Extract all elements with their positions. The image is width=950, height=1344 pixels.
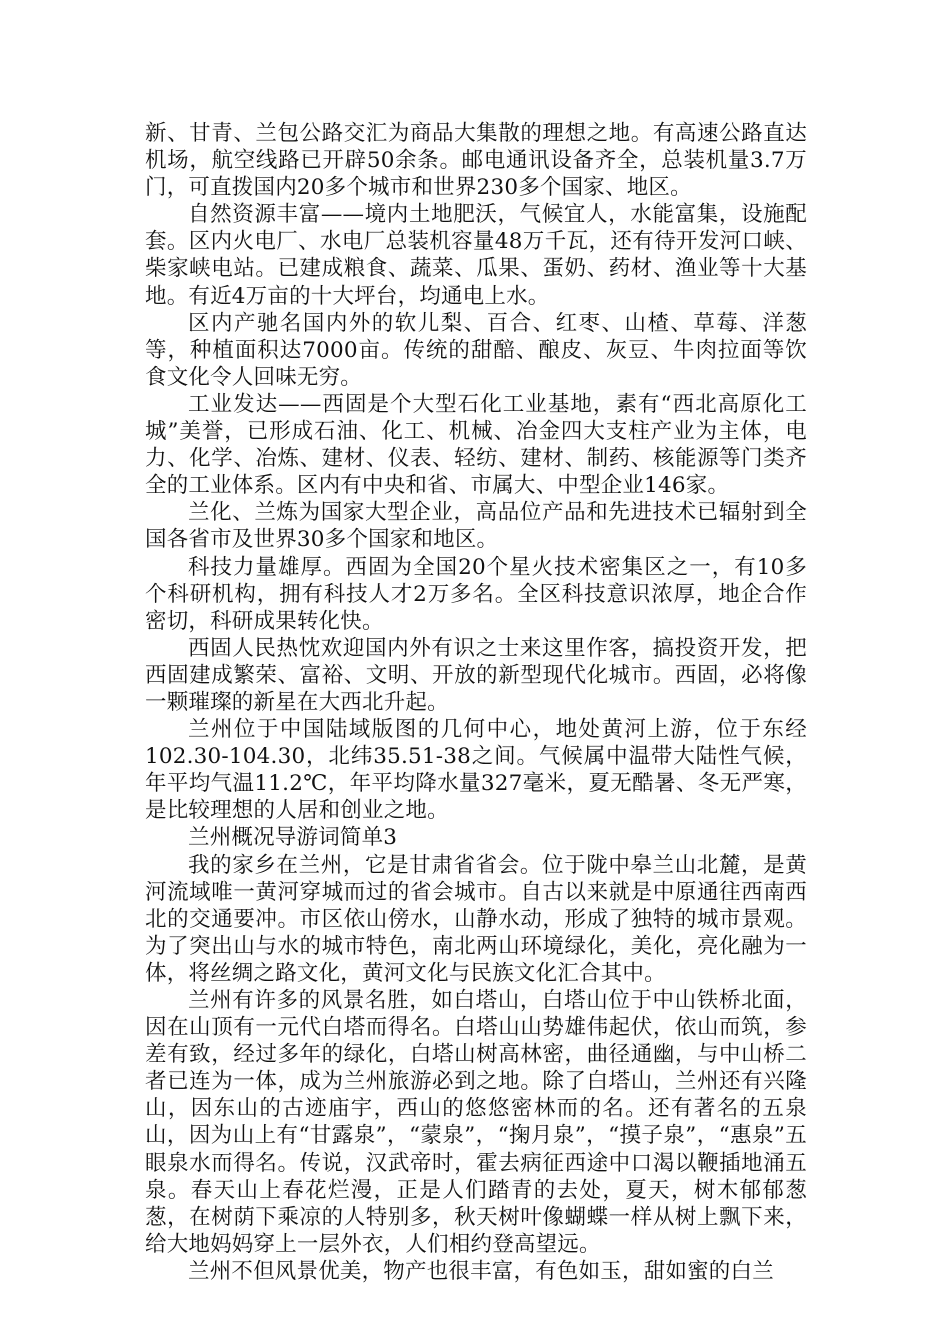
paragraph-natural-resources: 自然资源丰富——境内土地肥沃，气候宜人，水能富集，设施配套。区内火电厂、水电厂总装机容量48万千瓦，还有待开发河口峡、柴家峡电站。已建成粮食、蔬菜、瓜果、蛋奶、药材、渔业等十大基地。有近4万亩的十大坪台，均通电上水。 xyxy=(145,202,807,309)
paragraph-products: 兰州不但风景优美，物产也很丰富，有色如玉，甜如蜜的白兰 xyxy=(188,1258,774,1284)
section-heading: 兰州概况导游词简单3 xyxy=(188,825,398,851)
document-page xyxy=(145,120,807,1285)
paragraph-industry: 工业发达——西固是个大型石化工业基地，素有“西北高原化工城”美誉，已形成石油、化工、机械、冶金四大支柱产业为主体，电力、化学、冶炼、建材、仪表、轻纺、建材、制药、核能源等门类齐全的工业体系。区内有中央和省、市属大、中型企业146家。 xyxy=(145,391,807,499)
paragraph-transport: 新、甘青、兰包公路交汇为商品大集散的理想之地。有高速公路直达机场，航空线路已开辟50余条。邮电通讯设备齐全，总装机量3.7万门，可直拨国内20多个城市和世界230多个国家、地区。 xyxy=(145,121,807,201)
paragraph-lanhua-lanlian: 兰化、兰炼为国家大型企业，高品位产品和先进技术已辐射到全国各省市及世界30多个国家和地区。 xyxy=(145,500,807,553)
paragraph-local-products: 区内产驰名国内外的软儿梨、百合、红枣、山楂、草莓、洋葱等，种植面积达7000亩。传统的甜醅、酿皮、灰豆、牛肉拉面等饮食文化令人回味无穷。 xyxy=(145,310,807,390)
paragraph-lanzhou-location: 兰州位于中国陆域版图的几何中心，地处黄河上游，位于东经102.30-104.30，北纬35.51-38之间。气候属中温带大陆性气候，年平均气温11.2℃，年平均降水量327毫米，夏无酷暑、冬无严寒，是比较理想的人居和创业之地。 xyxy=(145,717,807,824)
paragraph-technology: 科技力量雄厚。西固为全国20个星火技术密集区之一，有10多个科研机构，拥有科技人才2万多名。全区科技意识浓厚，地企合作密切，科研成果转化快。 xyxy=(145,554,807,634)
paragraph-hometown: 我的家乡在兰州，它是甘肃省省会。位于陇中皋兰山北麓，是黄河流域唯一黄河穿城而过的省会城市。自古以来就是中原通往西南西北的交通要冲。市区依山傍水，山静水动，形成了独特的城市景观。为了突出山与水的城市特色，南北两山环境绿化，美化，亮化融为一体，将丝绸之路文化，黄河文化与民族文化汇合其中。 xyxy=(145,852,807,986)
paragraph-scenic-spots: 兰州有许多的风景名胜，如白塔山，白塔山位于中山铁桥北面，因在山顶有一元代白塔而得名。白塔山山势雄伟起伏，依山而筑，参差有致，经过多年的绿化，白塔山树高林密，曲径通幽，与中山桥二者已连为一体，成为兰州旅游必到之地。除了白塔山，兰州还有兴隆山，因东山的古迹庙宇，西山的悠悠密林而的名。还有著名的五泉山，因为山上有“甘露泉”，“蒙泉”，“掬月泉”，“摸子泉”，“惠泉”五眼泉水而得名。传说，汉武帝时，霍去病征西途中口渴以鞭插地涌五泉。春天山上春花烂漫，正是人们踏青的去处，夏天，树木郁郁葱葱，在树荫下乘凉的人特别多，秋天树叶像蝴蝶一样从树上飘下来，给大地妈妈穿上一层外衣，人们相约登高望远。 xyxy=(145,988,807,1257)
paragraph-welcome: 西固人民热忱欢迎国内外有识之士来这里作客，搞投资开发，把西固建成繁荣、富裕、文明、开放的新型现代化城市。西固，必将像一颗璀璨的新星在大西北升起。 xyxy=(145,635,807,715)
